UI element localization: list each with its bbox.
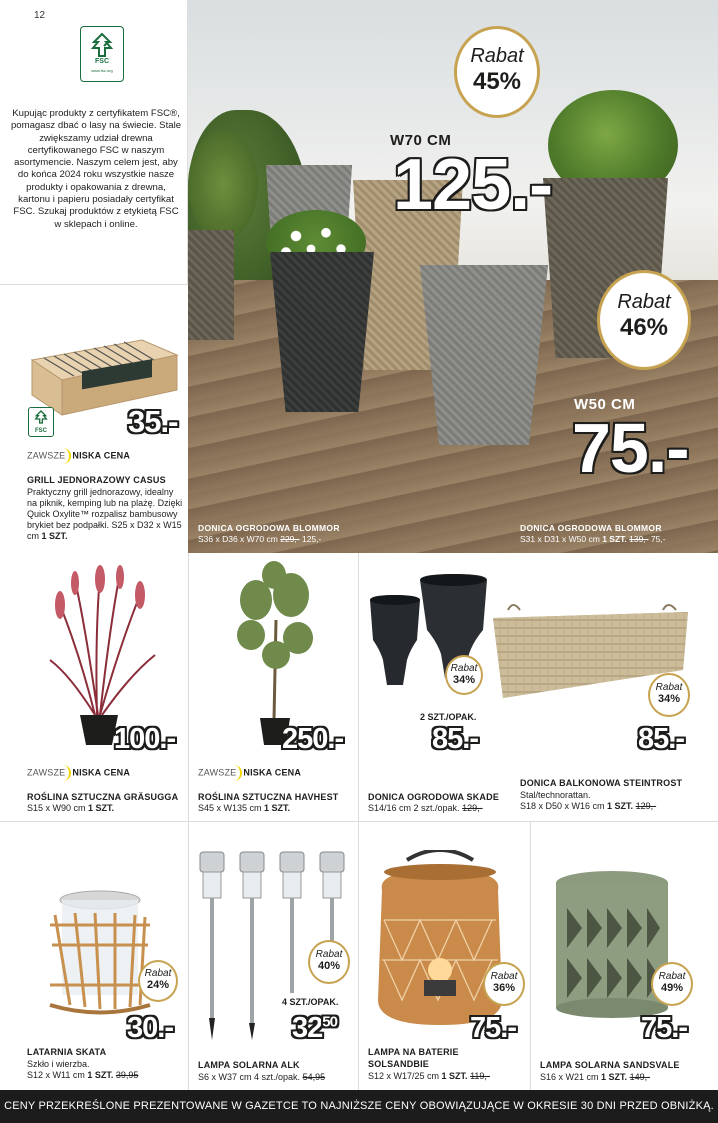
row2-name-2: ROŚLINA SZTUCZNA HAVHEST: [198, 792, 339, 802]
row2-price-3: 85.-: [432, 723, 478, 755]
row2-desc-4: S18 x D50 x W16 cm 1 SZT. 129,-: [520, 801, 657, 811]
discount-bubble: Rabat 24%: [138, 960, 178, 1002]
artificial-olive-tree-image: [226, 560, 326, 745]
row2-name-4: DONICA BALKONOWA STEINTROST: [520, 778, 683, 788]
hero-left-caption: DONICA OGRODOWA BLOMMOR S36 x D36 x W70 cm 229,- 125,-: [198, 523, 340, 544]
row3-pack-2: 4 SZT./OPAK.: [282, 997, 339, 1007]
grill-name: GRILL JEDNORAZOWY CASUS: [27, 475, 166, 485]
row2-name-1: ROŚLINA SZTUCZNA GRÄSUGGA: [27, 792, 179, 802]
row2-price-2: 250.-: [282, 723, 344, 755]
hero-left-price: 125.-: [393, 145, 553, 225]
fsc-tree-icon: [90, 32, 114, 58]
row3-price-4: 75.-: [641, 1012, 687, 1044]
row3-name-2: LAMPA SOLARNA ALK: [198, 1060, 300, 1070]
fsc-description: Kupując produkty z certyfikatem FSC®, pomagasz dbać o lasy na świecie. Stale zwiększamy udział drewna certyfikowanego FSC w naszym asortymencie. Naszym celem jest, aby do końca 2024 roku wszystkie nasze produkty i opakowania z drewna, kartonu i papieru posiadały certyfikat FSC. Szukaj produktów z etykietą FSC w sklepach i online.: [10, 108, 182, 230]
row2-price-4: 85.-: [638, 723, 684, 755]
hero-left-size: W70 CM: [390, 132, 452, 149]
row3-desc-2: S6 x W37 cm 4 szt./opak. 54,95: [198, 1072, 326, 1082]
row3-material-1: Szkło i wierzba.: [27, 1059, 90, 1069]
amber-battery-lamp-image: [372, 850, 508, 1030]
row2-name-3: DONICA OGRODOWA SKADE: [368, 792, 500, 802]
row3-price-2: $32^{50}$: [292, 1012, 337, 1044]
row2-desc-1: S15 x W90 cm 1 SZT.: [27, 803, 115, 813]
artificial-grass-image: [40, 565, 160, 745]
always-low-price-badge: ZAWSZE NISKA CENA: [198, 765, 301, 781]
row3-name-3a: LAMPA NA BATERIE: [368, 1047, 459, 1057]
row3-name-1: LATARNIA SKATA: [27, 1047, 107, 1057]
price-disclaimer-footer: CENY PRZEKREŚLONE PREZENTOWANE W GAZETCE TO NAJNIŻSZE CENY OBOWIĄZUJĄCE W OKRESIE 30 DNI PRZED OBNIŻKĄ.: [0, 1090, 718, 1123]
grill-price: 35.-: [128, 404, 178, 439]
row2-pack-3: 2 SZT./OPAK.: [420, 712, 477, 722]
discount-bubble: Rabat 34%: [445, 655, 483, 695]
row2-desc-2: S45 x W135 cm 1 SZT.: [198, 803, 291, 813]
row2-material-4: Stal/technorattan.: [520, 790, 591, 800]
fsc-logo-label: FSC: [95, 58, 109, 65]
fsc-logo-url: www.fsc.org: [91, 68, 113, 73]
row3-name-3b: SOLSANDBIE: [368, 1059, 430, 1069]
fsc-tree-icon: [33, 410, 49, 424]
discount-bubble: Rabat 46%: [597, 270, 691, 370]
fsc-small-label: FSC: [35, 428, 47, 434]
hero-right-caption: DONICA OGRODOWA BLOMMOR S31 x D31 x W50 cm 1 SZT. 139,- 75,-: [520, 523, 666, 544]
fsc-logo: [80, 26, 124, 82]
always-low-price-badge: ZAWSZE NISKA CENA: [27, 448, 130, 464]
discount-bubble: Rabat 49%: [651, 962, 693, 1006]
discount-bubble: Rabat 40%: [308, 940, 350, 984]
grill-description: Praktyczny grill jednorazowy, idealny na piknik, kemping lub na plażę. Dzięki Quick Oxylite™ rozpalisz bambusowy brykiet bez podpałki. S25 x D32 x W15 cm 1 SZT.: [27, 487, 183, 541]
row3-desc-4: S16 x W21 cm 1 SZT. 149,-: [540, 1072, 651, 1082]
fsc-small-logo: [28, 407, 54, 437]
hero-right-price: 75.-: [572, 409, 689, 487]
row3-price-3: 75.-: [470, 1012, 516, 1044]
row3-desc-1: S12 x W11 cm 1 SZT. 39,95: [27, 1070, 139, 1080]
row2-desc-3: S14/16 cm 2 szt./opak. 129,-: [368, 803, 483, 813]
row3-desc-3: S12 x W17/25 cm 1 SZT. 119,-: [368, 1071, 490, 1081]
row3-name-4: LAMPA SOLARNA SANDSVALE: [540, 1060, 680, 1070]
discount-bubble: Rabat 36%: [483, 962, 525, 1006]
page-number: 12: [34, 10, 46, 21]
row3-price-1: 30.-: [127, 1012, 173, 1044]
discount-bubble: Rabat 34%: [648, 673, 690, 717]
discount-bubble: Rabat 45%: [454, 26, 540, 118]
wicker-lantern-image: [40, 885, 160, 1015]
hero-right-size: W50 CM: [574, 396, 636, 413]
always-low-price-badge: ZAWSZE NISKA CENA: [27, 765, 130, 781]
row2-price-1: 100.-: [114, 723, 176, 755]
